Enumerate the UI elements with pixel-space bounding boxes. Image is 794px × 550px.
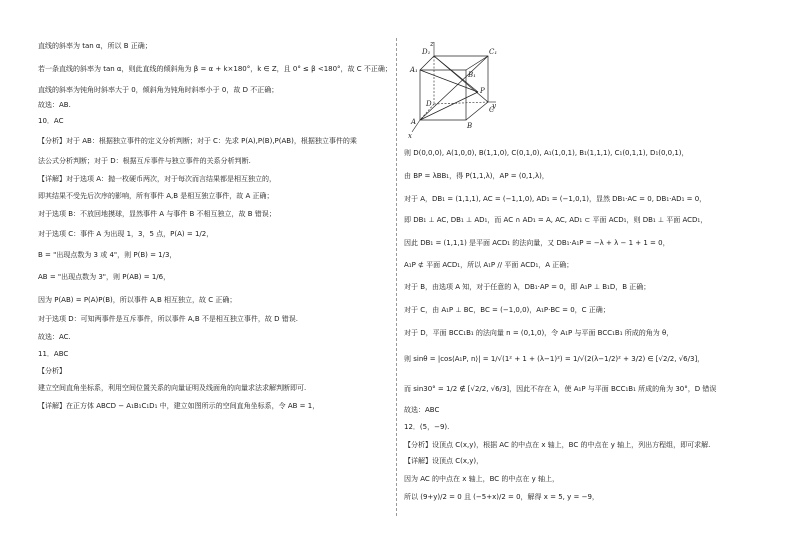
text-line: 对于 D，平面 BCC₁B₁ 的法向量 n = (0,1,0)，令 A₁P 与平面 BCC₁B₁ 所成的角为 θ，	[404, 329, 674, 337]
cube-label: D₁	[422, 48, 431, 56]
text-line: B = "出现点数为 3 或 4"，则 P(B) = 1/3，	[38, 251, 177, 259]
text-line: 而 sin30° = 1/2 ∉ [√2/2, √6/3]，因此不存在 λ，使 A₁P 与平面 BCC₁B₁ 所成的角为 30°，D 错误	[404, 385, 717, 393]
cube-label: C	[489, 106, 495, 114]
cube-label: x	[408, 132, 412, 140]
text-line: 【详解】对于选项 A：抛一枚硬币两次，对于每次而言结果都是相互独立的，	[38, 175, 277, 183]
cube-label: A	[411, 118, 417, 126]
text-line: 对于 A，DB₁ = (1,1,1), AC = (−1,1,0), AD₁ = (−1,0,1)，显然 DB₁·AC = 0, DB₁·AD₁ = 0，	[404, 195, 707, 203]
text-line: 【分析】	[38, 367, 66, 375]
text-line: 即其结果不受先后次序的影响，所有事件 A,B 是相互独立事件，故 A 正确；	[38, 192, 274, 200]
text-line: 建立空间直角坐标系，利用空间位置关系的向量证明及线面角的向量求法求解判断即可.	[38, 384, 307, 392]
text-line: 【分析】设顶点 C(x,y)，根据 AC 的中点在 x 轴上，BC 的中点在 y 轴上，列出方程组，即可求解.	[404, 441, 711, 449]
cube-label: B	[467, 122, 473, 130]
text-line: 对于选项 C：事件 A 为出现 1，3，5 点，P(A) = 1/2，	[38, 230, 214, 238]
text-line: 对于选项 D：可知两事件是互斥事件，所以事件 A,B 不是相互独立事件，故 D 错误.	[38, 315, 298, 323]
text-line: 故选：AC.	[38, 333, 71, 341]
column-divider	[396, 38, 397, 516]
text-line: A₁P ⊄ 平面 ACD₁，所以 A₁P // 平面 ACD₁，A 正确；	[404, 261, 574, 269]
text-line: 对于 B，由选项 A 知，对于任意的 λ，DB₁·AP = 0，即 A₁P ⊥ B₁D，B 正确；	[404, 283, 651, 291]
text-line: 因此 DB₁ = (1,1,1) 是平面 ACD₁ 的法向量，又 DB₁·A₁P = −λ + λ − 1 + 1 = 0，	[404, 239, 670, 247]
text-line: 所以 (9+y)/2 = 0 且 (−5+x)/2 = 0，解得 x = 5, y = −9，	[404, 493, 599, 501]
text-line: 直线的斜率为 tan α，所以 B 正确；	[38, 42, 152, 50]
text-line: 即 DB₁ ⊥ AC, DB₁ ⊥ AD₁，而 AC ∩ AD₁ = A, AC, AD₁ ⊂ 平面 ACD₁，则 DB₁ ⊥ 平面 ACD₁，	[404, 216, 708, 224]
cube-label: y	[492, 102, 496, 110]
cube-label: D	[426, 100, 432, 108]
text-line: 因为 P(AB) = P(A)P(B)，所以事件 A,B 相互独立，故 C 正确；	[38, 296, 237, 304]
answer-heading: 10．AC	[38, 117, 64, 125]
text-line: 【分析】对于 AB：根据独立事件的定义分析判断；对于 C：先求 P(A),P(B),P(AB)，根据独立事件的乘	[38, 137, 357, 145]
text-line: 故选：ABC	[404, 406, 440, 414]
cube-label: C₁	[489, 48, 498, 56]
cube-label: B₁	[468, 71, 476, 79]
text-line: 则 D(0,0,0), A(1,0,0), B(1,1,0), C(0,1,0), A₁(1,0,1), B₁(1,1,1), C₁(0,1,1), D₁(0,0,1)，	[404, 149, 689, 157]
text-line: 对于选项 B：不放回地摸球，显然事件 A 与事件 B 不相互独立，故 B 错误；	[38, 210, 276, 218]
text-line: 故选：AB.	[38, 101, 71, 109]
text-line: 若一条直线的斜率为 tan α，则此直线的倾斜角为 β = α + k×180°，k ∈ Z，且 0° ≤ β <180°，故 C 不正确；	[38, 65, 392, 73]
text-line: 【详解】在正方体 ABCD − A₁B₁C₁D₁ 中，建立如图所示的空间直角坐标系，令 AB = 1，	[38, 402, 320, 410]
text-line: 【详解】设顶点 C(x,y)，	[404, 457, 484, 465]
answer-heading: 12．(5，−9).	[404, 423, 450, 431]
text-line: 直线的斜率为钝角时斜率大于 0，倾斜角为钝角时斜率小于 0，故 D 不正确；	[38, 86, 279, 94]
text-line: 对于 C，由 A₁P ⊥ BC，BC = (−1,0,0)，A₁P·BC = 0，C 正确；	[404, 306, 610, 314]
text-line: 法公式分析判断；对于 D：根据互斥事件与独立事件的关系分析判断.	[38, 157, 251, 165]
answer-heading: 11．ABC	[38, 350, 69, 358]
text-line: 则 sinθ = |cos⟨A₁P, n⟩| = 1/√(1² + 1 + (λ−1)²) = 1/√(2(λ−1/2)² + 3/2) ∈ [√2/2, √6/3]，	[404, 355, 705, 363]
cube-label: z	[430, 40, 434, 48]
text-line: 由 BP = λBB₁，得 P(1,1,λ)，AP = (0,1,λ)，	[404, 172, 549, 180]
text-line: 因为 AC 的中点在 x 轴上，BC 的中点在 y 轴上，	[404, 475, 559, 483]
cube-label: A₁	[410, 66, 418, 74]
cube-figure	[406, 40, 498, 140]
cube-label: P	[480, 87, 485, 95]
text-line: AB = "出现点数为 3"，则 P(AB) = 1/6，	[38, 273, 171, 281]
